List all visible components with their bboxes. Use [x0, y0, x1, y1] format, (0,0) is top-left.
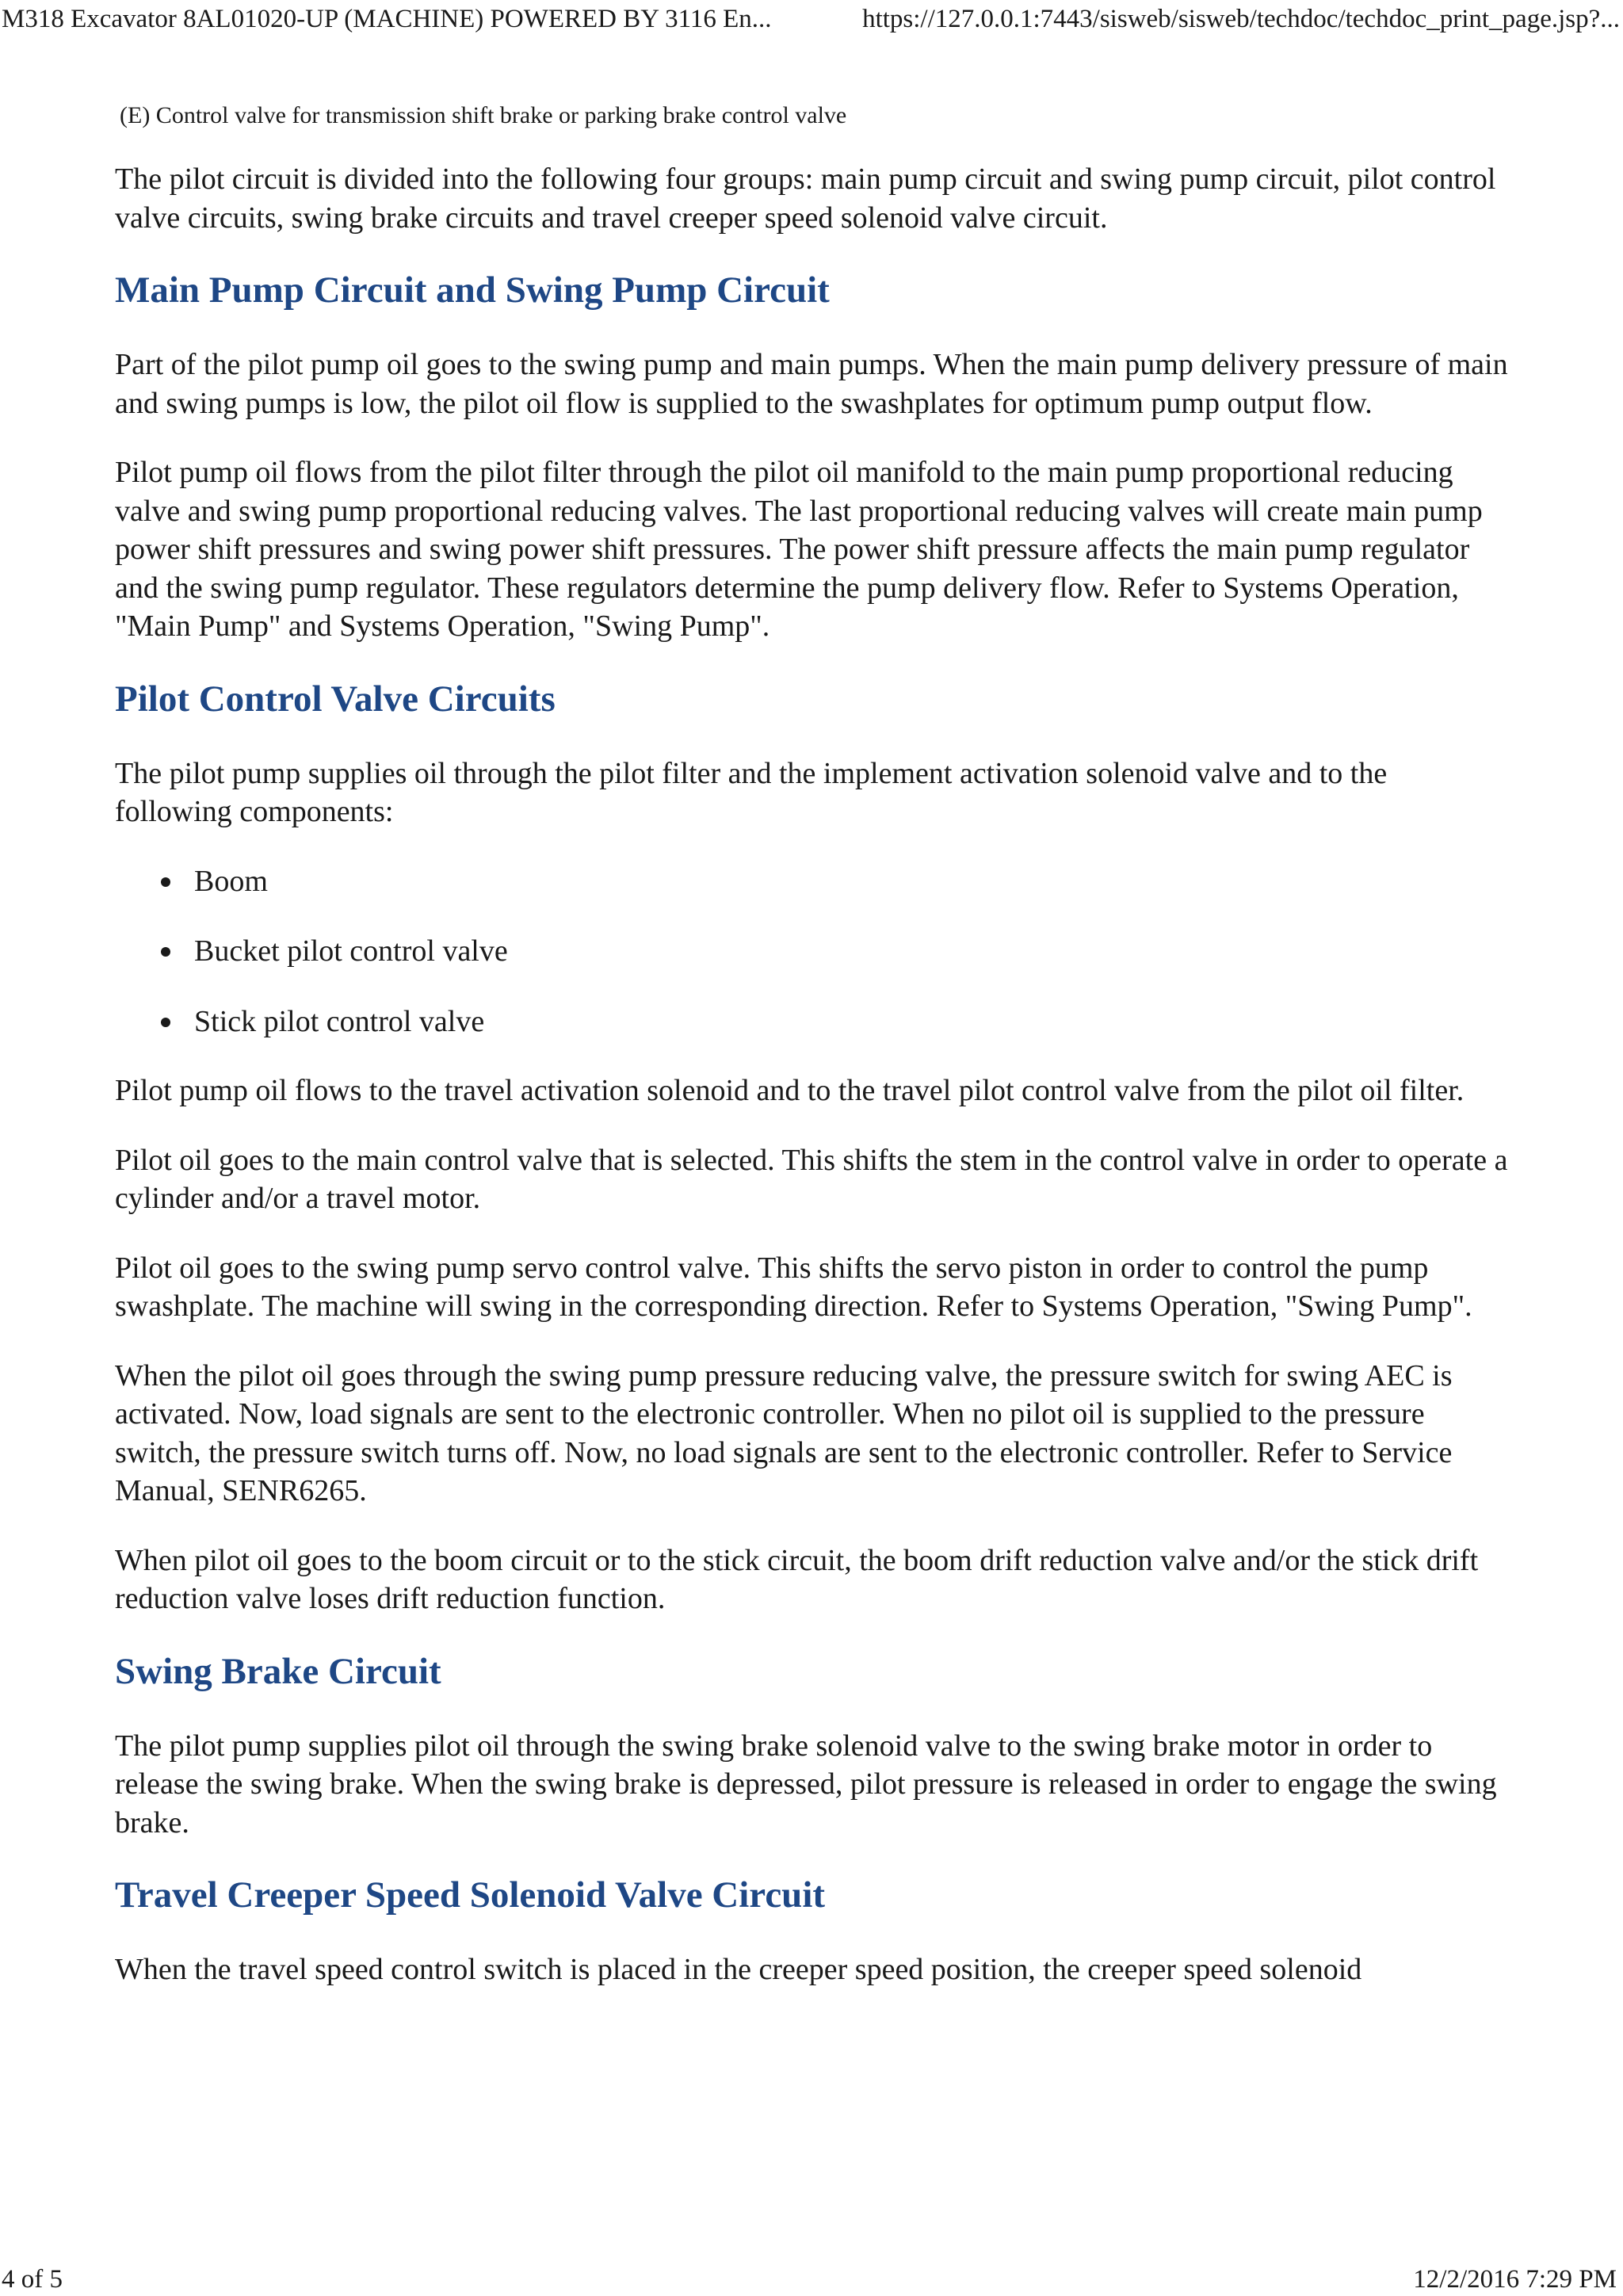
list-item — [161, 1003, 1510, 1041]
figure-caption: (E) Control valve for transmission shift brake or parking brake control valve — [120, 102, 847, 128]
paragraph: The pilot pump supplies pilot oil through the swing brake solenoid valve to the swing brake motor in order to release the swing brake. When the swing brake is depressed, pilot pressure is released in order to engage the swing brake. — [115, 1729, 1497, 1839]
section-heading-swing-brake-circuit: Swing Brake Circuit — [115, 1650, 441, 1692]
paragraph: When the travel speed control switch is placed in the creeper speed position, the creeper speed solenoid — [115, 1953, 1362, 1986]
document-content — [115, 100, 1510, 2020]
bullet-icon — [161, 1018, 170, 1027]
component-list — [115, 862, 1510, 1041]
section-heading-main-pump-circuit: Main Pump Circuit and Swing Pump Circuit — [115, 269, 830, 311]
list-item-label: Bucket pilot control valve — [194, 934, 508, 968]
paragraph: When pilot oil goes to the boom circuit or to the stick circuit, the boom drift reduction valve and/or the stick drift reduction valve loses drift reduction function. — [115, 1543, 1479, 1615]
list-item — [161, 862, 1510, 901]
section-heading-travel-creeper-speed: Travel Creeper Speed Solenoid Valve Circuit — [115, 1874, 826, 1916]
bullet-icon — [161, 877, 170, 887]
paragraph: Part of the pilot pump oil goes to the swing pump and main pumps. When the main pump delivery pressure of main and swing pumps is low, the pilot oil flow is supplied to the swashplates for optimum pump output flow. — [115, 348, 1508, 420]
paragraph: When the pilot oil goes through the swing pump pressure reducing valve, the pressure switch for swing AEC is activated. Now, load signals are sent to the electronic controller. When no pilot oil is supplied to the pressure switch, the pressure switch turns off. Now, no load signals are sent to the electronic controller. Refer to Service Manual, SENR6265. — [115, 1358, 1453, 1507]
print-footer-page-number: 4 of 5 — [2, 2265, 63, 2294]
bullet-icon — [161, 947, 170, 957]
paragraph: Pilot pump oil flows to the travel activation solenoid and to the travel pilot control valve from the pilot oil filter. — [115, 1074, 1465, 1107]
list-item-label: Boom — [194, 864, 268, 898]
list-item-label: Stick pilot control valve — [194, 1004, 485, 1038]
list-item — [161, 932, 1510, 971]
print-header-url: https://127.0.0.1:7443/sisweb/sisweb/techdoc/techdoc_print_page.jsp?... — [862, 5, 1620, 33]
section-heading-pilot-control-valve-circuits: Pilot Control Valve Circuits — [115, 678, 556, 720]
paragraph: The pilot pump supplies oil through the pilot filter and the implement activation solenoid valve and to the following components: — [115, 756, 1388, 828]
paragraph: Pilot pump oil flows from the pilot filter through the pilot oil manifold to the main pump proportional reducing valve and swing pump proportional reducing valves. The last proportional reducing valves will create main pump power shift pressures and swing power shift pressures. The power shift pressure affects the main pump regulator and the swing pump regulator. These regulators determine the pump delivery flow. Refer to Systems Operation, "Main Pump" and Systems Operation, "Swing Pump". — [115, 456, 1483, 643]
intro-paragraph: The pilot circuit is divided into the following four groups: main pump circuit and swing pump circuit, pilot control valve circuits, swing brake circuits and travel creeper speed solenoid valve circuit. — [115, 162, 1496, 235]
paragraph: Pilot oil goes to the main control valve that is selected. This shifts the stem in the control valve in order to operate a cylinder and/or a travel motor. — [115, 1143, 1508, 1215]
print-header-title: M318 Excavator 8AL01020-UP (MACHINE) POWERED BY 3116 En... — [2, 5, 772, 33]
paragraph: Pilot oil goes to the swing pump servo control valve. This shifts the servo piston in order to control the pump swashplate. The machine will swing in the corresponding direction. Refer to Systems Operation, "Swing Pump". — [115, 1251, 1472, 1323]
print-footer-datetime: 12/2/2016 7:29 PM — [1413, 2265, 1617, 2294]
